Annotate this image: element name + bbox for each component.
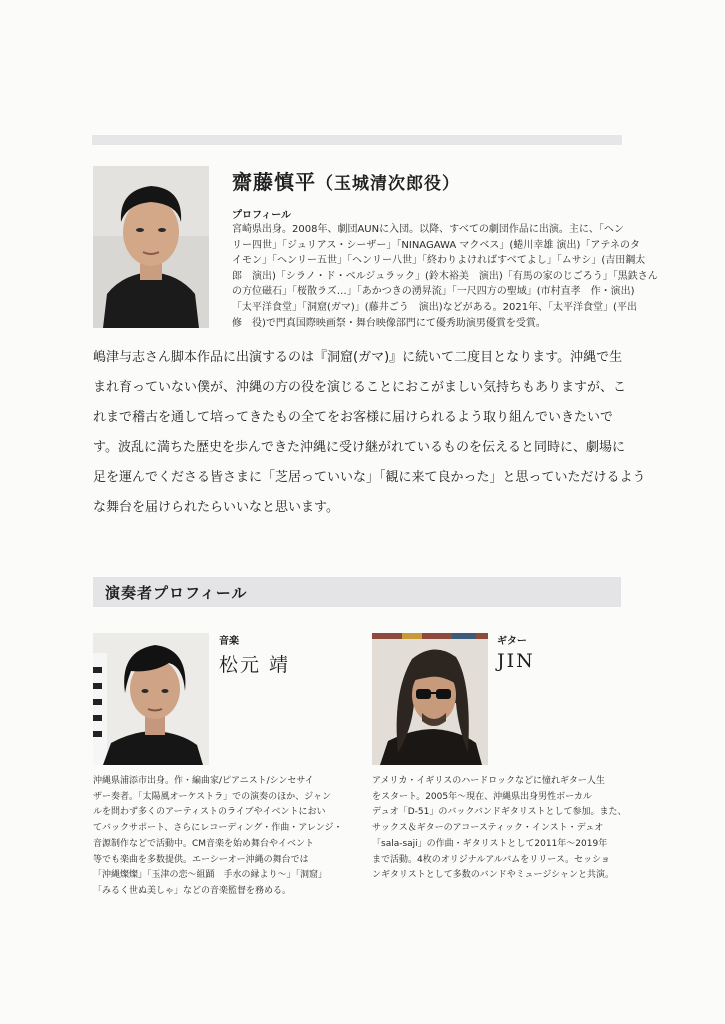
message-line: まれ育っていない僕が、沖縄の方の役を演じることにおこがましい気持ちもありますが、こ (93, 380, 627, 395)
bio-line: ルを問わず多くのアーティストのライブやイベントにおい (93, 807, 326, 818)
profile-line: 「太平洋食堂」「洞窟(ガマ)」(藤井ごう 演出)などがある。2021年、「太平洋食堂」(平出 (232, 301, 637, 313)
bio-line: てバックサポート、さらにレコーディング・作曲・アレンジ・ (93, 823, 343, 834)
profile-line: イモン」「ヘンリー五世」「ヘンリー八世」「終わりよければすべてよし」「ムサシ」(吉田鋼太 (232, 255, 646, 267)
bio-line: ンギタリストとして多数のバンドやミュージシャンと共演。 (372, 870, 614, 881)
musician-role-music: 音楽 (219, 636, 239, 647)
musician-photo-jin (372, 633, 488, 765)
bio-line: をスタート。2005年〜現在、沖縄県出身男性ボーカル (372, 791, 592, 802)
message-line: す。波乱に満ちた歴史を歩んできた沖縄に受け継がれているものを伝えると同時に、劇場に (93, 440, 625, 455)
profile-label: プロフィール (232, 210, 291, 221)
top-divider-bar (92, 135, 622, 145)
musician-name-jin: JIN (497, 650, 535, 672)
bio-line: 「みるく世ぬ美しゃ」などの音楽監督を務める。 (93, 885, 292, 896)
bio-line: デュオ「D-51」のバックバンドギタリストとして参加。また、 (372, 807, 627, 818)
actor-profile-text (232, 222, 658, 331)
actor-name-text: 齋藤慎平 (232, 170, 316, 194)
message-line: 嶋津与志さん脚本作品に出演するのは『洞窟(ガマ)』に続いて二度目となります。沖縄で生 (93, 350, 623, 365)
profile-line: 郎 演出)「シラノ・ド・ベルジュラック」(鈴木裕美 演出)「有馬の家のじごろう」「黒鉄さん (232, 270, 658, 282)
bio-line: 「沖縄燦燦」「玉津の恋〜組踊 手水の縁より〜」「洞窟」 (93, 870, 328, 881)
profile-line: 修 役)で門真国際映画祭・舞台映像部門にて優秀助演男優賞を受賞。 (232, 317, 546, 329)
musician-bio-jin (372, 774, 634, 884)
musician-photo-matsumoto (93, 633, 209, 765)
musician-role-guitar: ギター (497, 636, 527, 647)
profile-line: の方位磁石」「桜散ラズ…」「あかつきの湧昇流」「一尺四方の聖域」(市村直孝 作・演出) (232, 286, 635, 298)
bio-line: まで活動。4枚のオリジナルアルバムをリリース。セッショ (372, 854, 610, 865)
bio-line: サックス＆ギターのアコースティック・インスト・デュオ (372, 823, 604, 834)
section-title: 演奏者プロフィール (105, 584, 248, 602)
bio-line: アメリカ・イギリスのハードロックなどに憧れギター人生 (372, 776, 605, 786)
actor-photo (93, 166, 209, 328)
message-line: れまで稽古を通して培ってきたもの全てをお客様に届けられるよう取り組んでいきたいで (93, 410, 614, 425)
message-line: 足を運んでくださる皆さまに「芝居っていいな」「観に来て良かった」と思っていただけるよう (93, 470, 646, 485)
musician-name-matsumoto: 松元 靖 (219, 654, 291, 676)
actor-role: （玉城清次郎役） (316, 174, 460, 194)
bio-line: 音源制作などで活動中。CM音楽を始め舞台やイベント (93, 838, 315, 849)
bio-line: 「sala-saji」の作曲・ギタリストとして2011年〜2019年 (372, 838, 608, 849)
performer-section-header (93, 577, 621, 607)
musician-bio-matsumoto (93, 774, 355, 900)
message-line: な舞台を届けられたらいいなと思います。 (93, 500, 339, 515)
bio-line: ザー奏者。「太陽風オーケストラ」での演奏のほか、ジャン (93, 791, 331, 802)
bio-line: 等でも楽曲を多数提供。エーシーオー沖縄の舞台では (93, 854, 309, 865)
profile-line: 宮崎県出身。2008年、劇団AUNに入団。以降、すべての劇団作品に出演。主に、「ヘン (232, 224, 624, 235)
actor-message (93, 343, 646, 523)
profile-line: リー四世」「ジュリアス・シーザー」「NINAGAWA マクベス」(蜷川幸雄 演出)「アテネのタ (232, 239, 640, 251)
actor-name (232, 166, 460, 195)
bio-line: 沖縄県浦添市出身。作・編曲家/ピアニスト/シンセサイ (93, 776, 314, 786)
